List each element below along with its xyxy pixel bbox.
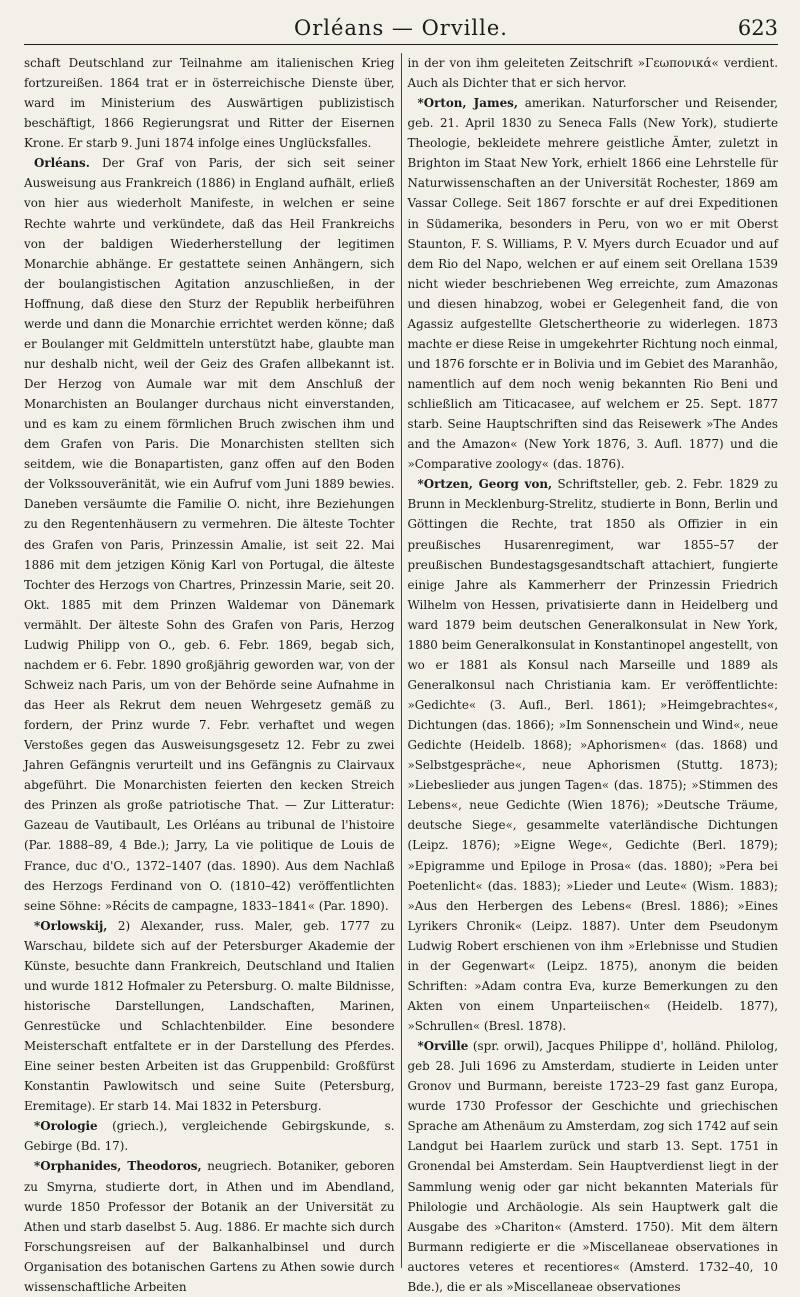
entry-text: Der Graf von Paris, der sich seit seiner Ausweisung aus Frankreich (1886) in England aufhält, erließ von hier aus wiederholt Manifeste, in welchen er seine Rechte wahrte und verkündete, daß das Heil Frankreichs von der baldigen Wiederherstellung der legitimen Monarchie abhänge. Er gestattete seinen Anhängern, sich der boulangistischen Agitation anzuschließen, in der Hoffnung, daß diese den Sturz der Republik herbeiführen werde und dann die Monarchie errichtet werden könne; daß er Boulanger mit Geldmitteln unterstützt habe, glaubte man nur deshalb nicht, weil der Geiz des Grafen allbekannt ist. Der Herzog von Aumale war mit dem Anschluß der Monarchisten an Boulanger durchaus nicht einverstanden, und es kam zu einem förmlichen Bruch zwischen ihm und dem Grafen von Paris. Die Monarchisten stellten sich seitdem, wie die Bonapartisten, ganz offen auf den Boden der Volkssouveränität, wie ein Aufruf vom Juni 1889 bewies. Daneben versäumte die Familie O. nicht, ihre Beziehungen zu den Regentenhäusern zu vermehren. Die älteste Tochter des Grafen von Paris, Prinzessin Amalie, ist seit 22. Mai 1886 mit dem jetzigen König Karl von Portugal, die älteste Tochter des Herzogs von Chartres, Prinzessin Marie, seit 20. Okt. 1885 mit dem Prinzen Waldemar von Dänemark vermählt. Der älteste Sohn des Grafen von Paris, Herzog Ludwig Philipp von O., geb. 6. Febr. 1869, begab sich, nachdem er 6. Febr. 1890 großjährig geworden war, von der Schweiz nach Paris, um von der Behörde seine Aufnahme in das Heer als Rekrut dem neuen Wehrgesetz gemäß zu fordern, der Prinz wurde 7. Febr. verhaftet und wegen Verstoßes gegen das Ausweisungsgesetz 12. Febr zu zwei Jahren Gefängnis verurteilt und ins Gefängnis zu Clairvaux abgeführt. Die Monarchisten feierten den kecken Streich des Prinzen als große patriotische That. — Zur Litteratur: Gazeau de Vautibault, Les Orléans au tribunal de l'histoire (Par. 1888–89, 4 Bde.); Jarry, La vie politique de Louis de France, duc d'O., 1372–1407 (das. 1890). Aus dem Nachlaß des Herzogs Ferdinand von O. (1810–42) veröffentlichten seine Söhne: »Récits de campagne, 1833–1841« (Par. 1890). (24, 156, 395, 913)
entry-paragraph (24, 1156, 395, 1296)
entry-paragraph (24, 916, 395, 1117)
left-column (24, 53, 402, 1294)
entry-text: 2) Alexander, russ. Maler, geb. 1777 zu Warschau, bildete sich auf der Petersburger Akademie der Künste, besuchte dann Frankreich, Deutschland und Italien und wurde 1812 Hofmaler zu Petersburg. O. malte Bildnisse, historische Darstellungen, Landschaften, Marinen, Genrestücke und Schlachtenbilder. Eine besondere Meisterschaft entfaltete er in der Darstellung des Pferdes. Eine seiner besten Arbeiten ist das Gruppenbild: Großfürst Konstantin Pawlowitsch und seine Suite (Petersburg, Eremitage). Er starb 14. Mai 1832 in Petersburg. (24, 918, 395, 1114)
text-columns (24, 53, 779, 1294)
running-head: Orléans — Orville. (294, 16, 508, 40)
entry-paragraph (408, 474, 779, 1036)
entry-paragraph (24, 153, 395, 915)
entry-headword: *Ortzen, Georg von, (417, 477, 553, 492)
entry-text: (griech.), vergleichende Gebirgskunde, s. Gebirge (Bd. 17). (24, 1119, 395, 1154)
entry-headword: *Orphanides, Theodoros, (34, 1159, 202, 1174)
entry-text: (spr. orwil), Jacques Philippe d', holländ. Philolog, geb 28. Juli 1696 zu Amsterdam, studierte in Leiden unter Gronov und Burmann, bereiste 1723–29 fast ganz Europa, wurde 1730 Professor der Geschichte und griechischen Sprache am Athenäum zu Amsterdam, zog sich 1742 auf sein Landgut bei Haarlem zurück und starb 13. Sept. 1751 in Gronendal bei Amsterdam. Sein Hauptverdienst liegt in der Sammlung wenig oder gar nicht bekannten Materials für Philologie und Archäologie. Als sein Hauptwerk galt die Ausgabe des »Chariton« (Amsterd. 1750). Mit dem ältern Burmann redigierte er die »Miscellaneae observationes in auctores veteres et recentiores« (Amsterd. 1732–40, 10 Bde.), die er als »Miscellaneae observationes (407, 1039, 778, 1294)
entry-paragraph (408, 93, 779, 474)
entry-text: Schriftsteller, geb. 2. Febr. 1829 zu Brunn in Mecklenburg-Strelitz, studierte in Bonn, Berlin und Göttingen die Rechte, trat 1850 als Offizier in ein preußisches Husarenregiment, war 1855–57 der preußischen Bundestagsgesandtschaft attachiert, fungierte einige Jahre als Kammerherr der Prinzessin Friedrich Wilhelm von Hessen, privatisierte dann in Heidelberg und ward 1879 beim deutschen Generalkonsulat in New York, 1880 beim Generalkonsulat in Konstantinopel angestellt, von wo er 1881 als Konsul nach Marseille und 1889 als Generalkonsul nach Christiania kam. Er veröffentlichte: »Gedichte« (3. Aufl., Berl. 1861); »Heimgebrachtes«, Dichtungen (das. 1866); »Im Sonnenschein und Wind«, neue Gedichte (Heidelb. 1868); »Aphorismen« (das. 1868) und »Selbstgespräche«, neue Aphorismen (Stuttg. 1873); »Liebeslieder aus jungen Tagen« (das. 1875); »Stimmen des Lebens«, neue Gedichte (Wien 1876); »Deutsche Träume, deutsche Siege«, gesammelte vaterländische Dichtungen (Leipz. 1876); »Eigne Wege«, Gedichte (Berl. 1879); »Epigramme und Epiloge in Prosa« (das. 1880); »Pera bei Poetenlicht« (das. 1883); »Lieder und Leute« (Wism. 1883); »Aus den Herbergen des Lebens« (Bresl. 1886); »Eines Lyrikers Chronik« (Leipz. 1887). Unter dem Pseudonym Ludwig Robert erschienen von ihm »Erlebnisse und Studien in der Gegenwart« (Leipz. 1875), anonym die beiden Schriften: »Adam contra Eva, kurze Bemerkungen zu den Akten von einem Unparteiischen« (Heidelb. 1877), »Schrullen« (Bresl. 1878). (407, 477, 779, 1033)
entry-text: amerikan. Naturforscher und Reisender, geb. 21. April 1830 zu Seneca Falls (New York), studierte Theologie, bekleidete mehrere geistliche Ämter, zuletzt in Brighton im Staat New York, erhielt 1866 eine Lehrstelle für Naturwissenschaften an der Universität Rochester, 1869 am Vassar College. Seit 1867 forschte er auf drei Expeditionen in Südamerika, besonders in Peru, von wo er mit Oberst Staunton, F. S. Williams, P. V. Myers durch Ecuador und auf dem Rio del Napo, welchen er auf einem seit Orellana 1539 nicht wieder beschriebenen Weg erreichte, zum Amazonas und diesen hinabzog, wobei er Gelegenheit fand, die von Agassiz aufgestellte Gletschertheorie zu widerlegen. 1873 machte er diese Reise in umgekehrter Richtung noch einmal, und 1876 forschte er in Bolivia und im Gebiet des Maranhão, namentlich auf dem noch wenig bekannten Rio Beni und schließlich am Titicacasee, auf welchem er 25. Sept. 1877 starb. Seine Hauptschriften sind das Reisewerk »The Andes and the Amazon« (New York 1876, 3. Aufl. 1877) und die »Comparative zoology« (das. 1876). (407, 96, 779, 472)
right-column (402, 53, 779, 1294)
entry-headword: Orléans. (34, 156, 90, 171)
entry-text: neugriech. Botaniker, geboren zu Smyrna, studierte dort, in Athen und im Abendland, wurde 1850 Professor der Botanik an der Universität zu Athen und starb daselbst 5. Aug. 1886. Er machte sich durch Forschungsreisen auf der Balkanhalbinsel und durch Organisation des botanischen Gartens zu Athen sowie durch wissenschaftliche Arbeiten (24, 1159, 395, 1294)
entry-text: schaft Deutschland zur Teilnahme am italienischen Krieg fortzureißen. 1864 trat er in österreichische Dienste über, ward im Ministerium des Auswärtigen publizistisch beschäftigt, 1866 Regierungsrat und Ritter der Eisernen Krone. Er starb 9. Juni 1874 infolge eines Unglücksfalles. (24, 56, 395, 151)
entry-paragraph (24, 1116, 395, 1156)
page-number: 623 (737, 16, 778, 40)
entry-text: in der von ihm geleiteten Zeitschrift »Γεωπονικά« verdient. Auch als Dichter that er sich hervor. (407, 56, 778, 91)
entry-paragraph (408, 1036, 779, 1297)
entry-headword: *Orton, James, (417, 96, 518, 111)
entry-headword: *Orlowskij, (34, 918, 108, 933)
entry-headword: *Orville (417, 1039, 469, 1054)
entry-headword: *Orologie (34, 1119, 98, 1134)
entry-paragraph (408, 53, 779, 93)
entry-paragraph (24, 53, 395, 153)
page-header (24, 10, 778, 45)
